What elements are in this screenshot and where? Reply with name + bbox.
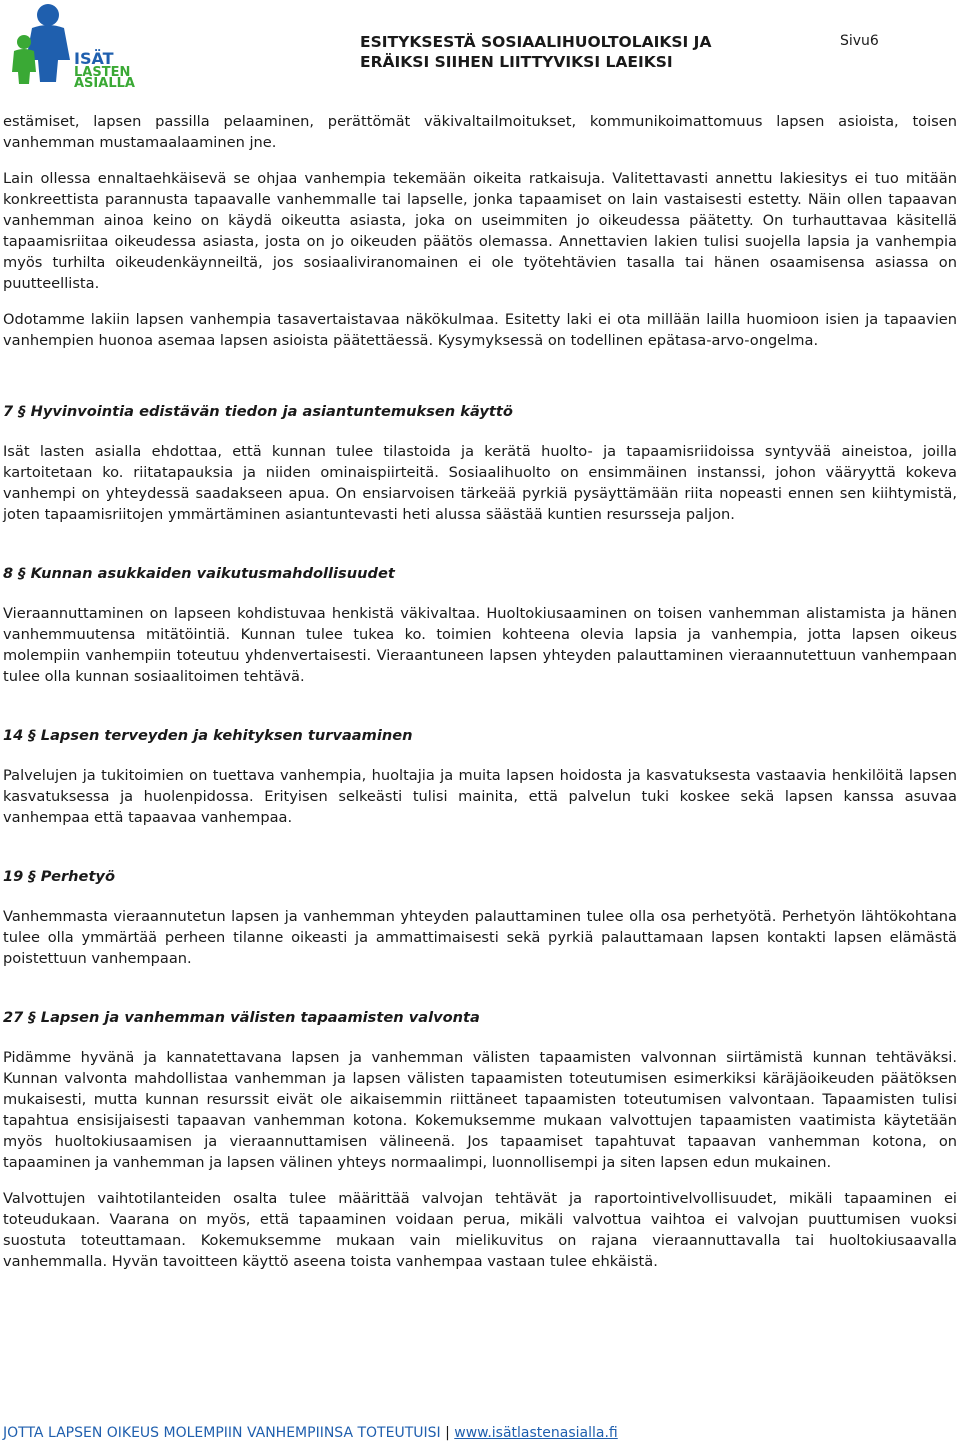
logo-text-line1: ISÄT <box>74 49 114 68</box>
paragraph: estämiset, lapsen passilla pelaaminen, perättömät väkivaltailmoitukset, kommunikoimattomuus lapsen asioista, toisen vanhemman mustamaalaaminen jne. <box>3 113 957 151</box>
section-heading: 8 § Kunnan asukkaiden vaikutusmahdollisuudet <box>3 565 395 582</box>
section-heading: 14 § Lapsen terveyden ja kehityksen turvaaminen <box>3 727 413 744</box>
footer-separator: | <box>445 1425 450 1441</box>
website-link[interactable]: www.isätlastenasialla.fi <box>454 1425 618 1441</box>
paragraph: Pidämme hyvänä ja kannatettavana lapsen ja vanhemman välisten tapaamisten valvonnan siirtämistä kunnan tehtäväksi. Kunnan valvonta mahdollistaa vanhemman ja lapsen välisten tapaamisten toteutumisen esimerkiksi käräjäoikeuden päätöksen mukaisesti, mutta kunnan resurssit eivät ole aikaisemmin riittäneet tapaamisten toteutumisen valvontaan. Tapaamisten tulisi tapahtua ensisijaisesti tapaavan vanhemman kotona. Kokemuksemme mukaan valvottujen tapaamisten vaatimista käytetään myös huoltokiusaamisen ja vieraannuttamisen välineenä. Jos tapaamiset tapahtuvat tapaavan vanhemman kotona, on tapaaminen ja vanhemman ja lapsen välinen yhteys normaalimpi, luonnollisempi ja siten lapsen edun mukainen. <box>3 1049 957 1171</box>
page-header <box>0 0 960 95</box>
page-number: Sivu6 <box>840 33 879 49</box>
paragraph: Isät lasten asialla ehdottaa, että kunnan tulee tilastoida ja kerätä huolto- ja tapaamisriidoissa syntyvää aineistoa, joilla kartoitetaan ko. riitatapauksia ja niiden ominaispiirteitä. Sosiaalihuolto on ensimmäinen instanssi, johon vääryyttä kokeva vanhempi on yhteydessä saadakseen apua. On ensiarvoisen tärkeää pyrkiä pysäyttämään riita nopeasti ennen sen kiihtymistä, joten tapaamisriitojen ymmärtäminen asiantuntevasti heti alussa säästää kuntien resursseja paljon. <box>3 443 957 523</box>
paragraph: Vieraannuttaminen on lapseen kohdistuvaa henkistä väkivaltaa. Huoltokiusaaminen on toisen vanhemman alistamista ja hänen vanhemmuutensa mitätöintiä. Kunnan tulee tukea ko. toimien kohteena olevia lapsia ja vanhempia, jotta lapsen oikeus molempiin vanhempiin toteutuu yhdenvertaisesti. Vieraantuneen lapsen yhteyden palauttaminen vieraannutettuun vanhempaan tulee olla kunnan sosiaalitoimen tehtävä. <box>3 605 957 685</box>
paragraph: Vanhemmasta vieraannutetun lapsen ja vanhemman yhteyden palauttaminen tulee olla osa perhetyötä. Perhetyön lähtökohtana tulee olla ymmärtää perheen tilanne oikeasti ja ammattimaisesti sekä pyrkiä palauttamaan lapsen kontakti lapsen elämästä poistettuun vanhempaan. <box>3 908 957 967</box>
organization-logo <box>8 2 153 90</box>
paragraph: Palvelujen ja tukitoimien on tuettava vanhempia, huoltajia ja muita lapsen hoidosta ja kasvatuksesta vastaavia henkilöitä lapsen kasvatuksessa ja huolenpidossa. Erityisen selkeästi tulisi mainita, että palvelun tuki koskee sekä lapsen kanssa asuvaa vanhempaa että tapaavaa vanhempaa. <box>3 767 957 826</box>
section-heading: 7 § Hyvinvointia edistävän tiedon ja asiantuntemuksen käyttö <box>3 403 513 420</box>
document-title-line2: ERÄIKSI SIIHEN LIITTYVIKSI LAEIKSI <box>360 53 673 71</box>
footer-text: JOTTA LAPSEN OIKEUS MOLEMPIIN VANHEMPIINSA TOTEUTUISI <box>3 1425 441 1441</box>
logo-text-line3: ASIALLA <box>74 76 135 90</box>
paragraph: Valvottujen vaihtotilanteiden osalta tulee määrittää valvojan tehtävät ja raportointivelvollisuudet, mikäli tapaaminen ei toteudukaan. Vaarana on myös, että tapaaminen voidaan perua, mikäli valvottua vaihtoa ei valvojan puuttumisen vuoksi suostuta toteuttamaan. Kokemuksemme mukaan vain mielikuvitus on rajana vieraannuttavalla tai huoltokiusaavalla vanhemmalla. Hyvän tavoitteen käyttö aseena toista vanhempaa vastaan tulee ehkäistä. <box>3 1190 957 1270</box>
paragraph: Lain ollessa ennaltaehkäisevä se ohjaa vanhempia tekemään oikeita ratkaisuja. Valitettavasti annettu lakiesitys ei tuo mitään konkreettista parannusta tapaavalle vanhemmalle tai lapselle, jonka tapaamiset on lain vastaisesti estetty. Näin ollen tapaavan vanhemman ainoa keino on käydä oikeutta asiasta, joka on useimmiten jo oikeudessa päätetty. On turhauttavaa käsitellä tapaamisriitaa oikeudessa asiasta, josta on jo oikeuden päätös olemassa. Annettavien lakien tulisi suojella lapsia ja vanhempia myös turhilta oikeudenkäynneiltä, jos sosiaaliviranomainen ei ole työtehtävien tasalla tai hänen osaamisensa asiassa on puutteellista. <box>3 170 957 292</box>
page-footer <box>3 1424 957 1442</box>
section-heading: 19 § Perhetyö <box>3 868 115 885</box>
section-heading: 27 § Lapsen ja vanhemman välisten tapaamisten valvonta <box>3 1009 480 1026</box>
document-body <box>3 111 957 1272</box>
document-title <box>360 32 780 72</box>
document-title-line1: ESITYKSESTÄ SOSIAALIHUOLTOLAIKSI JA <box>360 33 712 51</box>
logo-text-line2: LASTEN <box>74 65 131 80</box>
paragraph: Odotamme lakiin lapsen vanhempia tasavertaistavaa näkökulmaa. Esitetty laki ei ota millään lailla huomioon isien ja tapaavien vanhempien huonoa asemaa lapsen asioista päätettäessä. Kysymyksessä on todellinen epätasa-arvo-ongelma. <box>3 311 957 349</box>
